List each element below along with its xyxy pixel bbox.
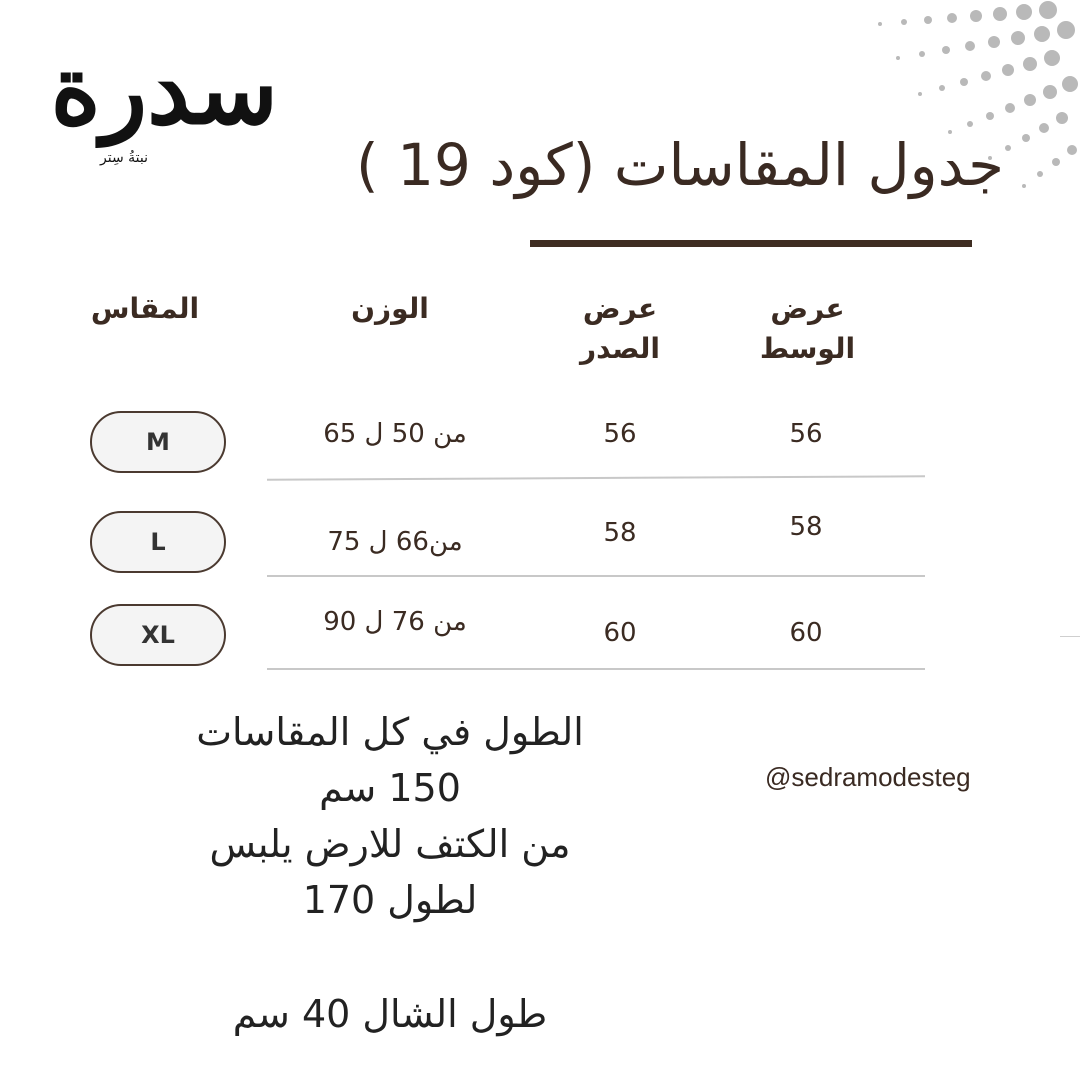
- weight-cell-xl: من 76 ل 90: [323, 607, 467, 637]
- row-divider: [267, 475, 925, 480]
- note-fits-height: لطول 170: [302, 878, 478, 922]
- waist-cell-m: 56: [789, 419, 823, 449]
- brand-logo: [50, 22, 278, 172]
- brand-logo-text: سدرة: [50, 33, 278, 146]
- note-length-value: 150 سم: [319, 766, 461, 810]
- column-header-weight: الوزن: [351, 292, 429, 325]
- row-divider: [267, 668, 925, 670]
- note-shawl-length: طول الشال 40 سم: [232, 992, 548, 1036]
- note-length-all-sizes: الطول في كل المقاسات: [196, 710, 584, 754]
- divider: [1060, 636, 1080, 637]
- page-title: جدول المقاسات (كود 19 ): [356, 131, 1004, 199]
- weight-cell-m: من 50 ل 65: [323, 419, 467, 449]
- chest-cell-l: 58: [603, 518, 637, 548]
- chest-cell-xl: 60: [603, 618, 637, 648]
- size-badge-l: L: [90, 511, 226, 573]
- note-shoulder-to-floor: من الكتف للارض يلبس: [209, 822, 571, 866]
- weight-cell-l: من66 ل 75: [327, 527, 463, 557]
- chest-cell-m: 56: [603, 419, 637, 449]
- column-header-size: المقاس: [90, 292, 200, 325]
- brand-tagline: نبتةُ سِتر: [100, 150, 148, 166]
- waist-cell-xl: 60: [789, 618, 823, 648]
- column-header-chest: عرض الصدر: [580, 292, 660, 365]
- social-handle: @sedramodesteg: [765, 762, 971, 792]
- size-badge-m: M: [90, 411, 226, 473]
- title-underline: [530, 240, 972, 247]
- column-header-waist: عرض الوسط: [759, 292, 856, 365]
- waist-cell-l: 58: [789, 512, 823, 542]
- size-badge-xl: XL: [90, 604, 226, 666]
- row-divider: [267, 575, 925, 577]
